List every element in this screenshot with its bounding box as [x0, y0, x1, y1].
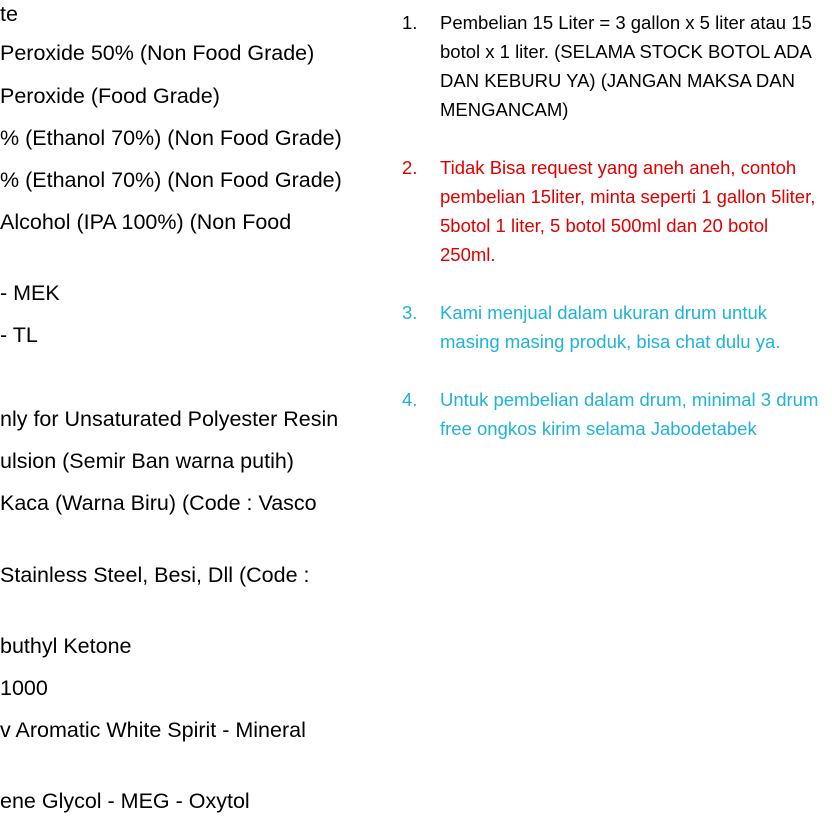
note-item: [402, 298, 828, 356]
note-item: [402, 385, 828, 443]
note-number: 2.: [402, 157, 418, 178]
note-number: 1.: [402, 12, 418, 33]
note-item: [402, 8, 828, 124]
note-text: Tidak Bisa request yang aneh aneh, contoh pembelian 15liter, minta seperti 1 gallon 5liter, 5botol 1 liter, 5 botol 500ml dan 20 botol 250ml.: [440, 157, 816, 265]
product-line: 1000: [0, 676, 48, 700]
product-line: ulsion (Semir Ban warna putih): [0, 449, 294, 473]
product-line: - MEK: [0, 281, 60, 305]
note-number: 4.: [402, 389, 418, 410]
note-text: Untuk pembelian dalam drum, minimal 3 drum free ongkos kirim selama Jabodetabek: [440, 389, 819, 439]
note-text: Pembelian 15 Liter = 3 gallon x 5 liter atau 15 botol x 1 liter. (SELAMA STOCK BOTOL ADA DAN KEBURU YA) (JANGAN MAKSA DAN MENGANCAM): [440, 12, 812, 120]
notes-list: [402, 8, 828, 443]
product-list: [0, 0, 398, 832]
product-line: Kaca (Warna Biru) (Code : Vasco: [0, 491, 317, 515]
product-line: Peroxide 50% (Non Food Grade): [0, 41, 315, 65]
product-line: % (Ethanol 70%) (Non Food Grade): [0, 168, 342, 192]
note-number: 3.: [402, 302, 418, 323]
note-item: [402, 153, 828, 269]
product-line: Peroxide (Food Grade): [0, 84, 220, 108]
product-line: Alcohol (IPA 100%) (Non Food: [0, 210, 292, 234]
product-line: nly for Unsaturated Polyester Resin: [0, 407, 339, 431]
product-line: Stainless Steel, Besi, Dll (Code :: [0, 563, 310, 587]
product-line: % (Ethanol 70%) (Non Food Grade): [0, 126, 342, 150]
product-line: buthyl Ketone: [0, 634, 132, 658]
note-text: Kami menjual dalam ukuran drum untuk masing masing produk, bisa chat dulu ya.: [440, 302, 781, 352]
product-line: te: [0, 2, 18, 26]
product-line: ene Glycol - MEG - Oxytol: [0, 789, 250, 813]
product-line: - TL: [0, 323, 38, 347]
product-line: v Aromatic White Spirit - Mineral: [0, 718, 306, 742]
